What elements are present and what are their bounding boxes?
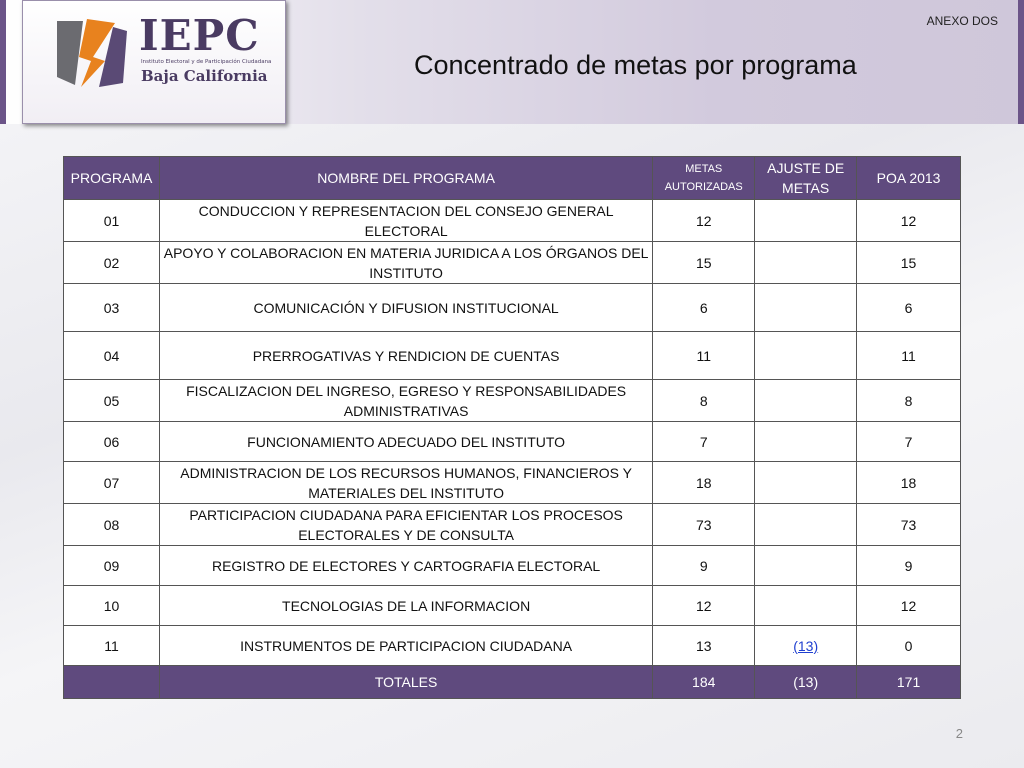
- cell-metas: 11: [653, 332, 755, 380]
- cell-poa: 6: [857, 284, 961, 332]
- totals-metas: 184: [653, 666, 755, 699]
- cell-ajuste: [755, 504, 857, 546]
- header-programa: PROGRAMA: [64, 157, 160, 200]
- cell-nombre: INSTRUMENTOS DE PARTICIPACION CIUDADANA: [159, 626, 652, 666]
- iepc-logo: [22, 0, 286, 124]
- cell-nombre: ADMINISTRACION DE LOS RECURSOS HUMANOS, FINANCIEROS Y MATERIALES DEL INSTITUTO: [159, 462, 652, 504]
- header-poa: POA 2013: [857, 157, 961, 200]
- totals-ajuste: (13): [755, 666, 857, 699]
- header-ajuste: [755, 157, 857, 200]
- cell-nombre: APOYO Y COLABORACION EN MATERIA JURIDICA A LOS ÓRGANOS DEL INSTITUTO: [159, 242, 652, 284]
- cell-ajuste: [755, 626, 857, 666]
- header-accent-right: [1018, 0, 1024, 124]
- cell-metas: 18: [653, 462, 755, 504]
- table-row: [64, 546, 961, 586]
- cell-nombre: FUNCIONAMIENTO ADECUADO DEL INSTITUTO: [159, 422, 652, 462]
- cell-programa: 09: [64, 546, 160, 586]
- cell-poa: 7: [857, 422, 961, 462]
- table-row: [64, 626, 961, 666]
- cell-poa: 0: [857, 626, 961, 666]
- cell-poa: 18: [857, 462, 961, 504]
- cell-metas: 7: [653, 422, 755, 462]
- cell-ajuste: [755, 242, 857, 284]
- logo-name: IEPC: [139, 11, 260, 60]
- cell-programa: 05: [64, 380, 160, 422]
- cell-metas: 15: [653, 242, 755, 284]
- cell-nombre: CONDUCCION Y REPRESENTACION DEL CONSEJO GENERAL ELECTORAL: [159, 200, 652, 242]
- cell-nombre: PARTICIPACION CIUDADANA PARA EFICIENTAR LOS PROCESOS ELECTORALES Y DE CONSULTA: [159, 504, 652, 546]
- totals-poa: 171: [857, 666, 961, 699]
- cell-ajuste: [755, 284, 857, 332]
- header-metas-line2: AUTORIZADAS: [664, 181, 743, 193]
- header-metas-line1: METAS: [685, 163, 723, 175]
- cell-poa: 11: [857, 332, 961, 380]
- page-number: 2: [955, 726, 963, 741]
- cell-metas: 9: [653, 546, 755, 586]
- totals-label: TOTALES: [159, 666, 652, 699]
- cell-programa: 04: [64, 332, 160, 380]
- metas-table: [63, 156, 961, 699]
- cell-poa: 15: [857, 242, 961, 284]
- table-row: [64, 332, 961, 380]
- page-title: Concentrado de metas por programa: [414, 50, 857, 80]
- cell-ajuste: [755, 332, 857, 380]
- table-row: [64, 586, 961, 626]
- table-row: [64, 422, 961, 462]
- cell-ajuste: [755, 380, 857, 422]
- header-ajuste-line2: METAS: [782, 180, 830, 196]
- cell-nombre: FISCALIZACION DEL INGRESO, EGRESO Y RESPONSABILIDADES ADMINISTRATIVAS: [159, 380, 652, 422]
- cell-metas: 13: [653, 626, 755, 666]
- header-nombre: NOMBRE DEL PROGRAMA: [159, 157, 652, 200]
- cell-metas: 73: [653, 504, 755, 546]
- cell-metas: 12: [653, 200, 755, 242]
- cell-programa: 06: [64, 422, 160, 462]
- cell-metas: 12: [653, 586, 755, 626]
- cell-nombre: TECNOLOGIAS DE LA INFORMACION: [159, 586, 652, 626]
- cell-programa: 11: [64, 626, 160, 666]
- header-accent-left: [0, 0, 6, 124]
- cell-programa: 03: [64, 284, 160, 332]
- table-row: [64, 380, 961, 422]
- cell-nombre: PRERROGATIVAS Y RENDICION DE CUENTAS: [159, 332, 652, 380]
- cell-ajuste: [755, 200, 857, 242]
- header-ajuste-line1: AJUSTE DE: [767, 160, 845, 176]
- cell-programa: 10: [64, 586, 160, 626]
- cell-totals-blank: [64, 666, 160, 699]
- cell-poa: 8: [857, 380, 961, 422]
- cell-ajuste: [755, 546, 857, 586]
- table-row: [64, 284, 961, 332]
- cell-poa: 12: [857, 586, 961, 626]
- table-row: [64, 462, 961, 504]
- table-row: [64, 504, 961, 546]
- ajuste-link[interactable]: (13): [793, 637, 819, 654]
- annex-label: ANEXO DOS: [926, 14, 998, 28]
- cell-nombre: COMUNICACIÓN Y DIFUSION INSTITUCIONAL: [159, 284, 652, 332]
- cell-programa: 02: [64, 242, 160, 284]
- totals-row: [64, 666, 961, 699]
- cell-programa: 01: [64, 200, 160, 242]
- cell-ajuste: [755, 422, 857, 462]
- cell-programa: 08: [64, 504, 160, 546]
- cell-ajuste: [755, 462, 857, 504]
- cell-metas: 6: [653, 284, 755, 332]
- iepc-emblem-icon: [53, 17, 129, 89]
- cell-programa: 07: [64, 462, 160, 504]
- logo-region: Baja California: [141, 67, 268, 85]
- cell-ajuste: [755, 586, 857, 626]
- table-row: [64, 200, 961, 242]
- cell-poa: 9: [857, 546, 961, 586]
- table-row: [64, 242, 961, 284]
- cell-poa: 12: [857, 200, 961, 242]
- cell-nombre: REGISTRO DE ELECTORES Y CARTOGRAFIA ELECTORAL: [159, 546, 652, 586]
- cell-poa: 73: [857, 504, 961, 546]
- cell-metas: 8: [653, 380, 755, 422]
- table-header-row: [64, 157, 961, 200]
- header-metas: [653, 157, 755, 200]
- logo-subtitle: Instituto Electoral y de Participación Ciudadana: [141, 59, 272, 65]
